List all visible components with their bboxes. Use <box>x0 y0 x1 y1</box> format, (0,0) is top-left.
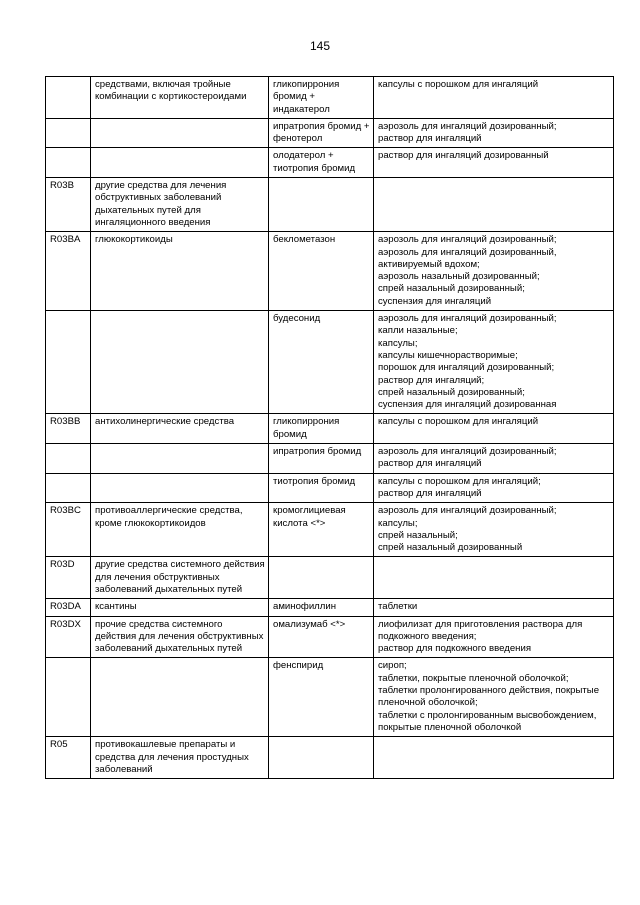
pharmacological-group-cell <box>91 444 269 474</box>
pharmacological-group-cell: другие средства для лечения обструктивных заболеваний дыхательных путей для ингаляционного введения <box>91 178 269 232</box>
dosage-form-cell: аэрозоль для ингаляций дозированный; раствор для ингаляций <box>374 444 614 474</box>
drug-name-cell: фенспирид <box>269 658 374 737</box>
atc-code-cell <box>46 148 91 178</box>
drug-name-cell: омализумаб <*> <box>269 616 374 658</box>
table-row <box>46 616 614 658</box>
table-row <box>46 414 614 444</box>
atc-code-cell <box>46 77 91 119</box>
pharmacological-group-cell <box>91 658 269 737</box>
dosage-form-cell: капсулы с порошком для ингаляций <box>374 77 614 119</box>
pharmacological-group-cell: противоаллергические средства, кроме глюкокортикоидов <box>91 503 269 557</box>
drug-name-cell <box>269 178 374 232</box>
pharmacological-group-cell: антихолинергические средства <box>91 414 269 444</box>
pharmacological-group-cell: другие средства системного действия для лечения обструктивных заболеваний дыхательных путей <box>91 557 269 599</box>
drug-name-cell: аминофиллин <box>269 599 374 616</box>
dosage-form-cell: аэрозоль для ингаляций дозированный; раствор для ингаляций <box>374 118 614 148</box>
table-row <box>46 599 614 616</box>
dosage-form-cell <box>374 737 614 779</box>
pharmacological-group-cell <box>91 311 269 414</box>
atc-code-cell: R03DA <box>46 599 91 616</box>
table-row <box>46 444 614 474</box>
pharmacological-group-cell: глюкокортикоиды <box>91 232 269 311</box>
dosage-form-cell: лиофилизат для приготовления раствора для подкожного введения; раствор для подкожного введения <box>374 616 614 658</box>
atc-code-cell: R05 <box>46 737 91 779</box>
dosage-form-cell: аэрозоль для ингаляций дозированный; аэрозоль для ингаляций дозированный, активируемый вдохом; аэрозоль назальный дозированный; спрей назальный дозированный; суспензия для ингаляций <box>374 232 614 311</box>
atc-code-cell <box>46 658 91 737</box>
table-row <box>46 311 614 414</box>
drug-name-cell: ипратропия бромид <box>269 444 374 474</box>
dosage-form-cell: капсулы с порошком для ингаляций; раствор для ингаляций <box>374 473 614 503</box>
pharmacological-group-cell <box>91 148 269 178</box>
drug-name-cell: гликопиррония бромид <box>269 414 374 444</box>
dosage-form-cell: аэрозоль для ингаляций дозированный; капли назальные; капсулы; капсулы кишечнорастворимые; порошок для ингаляций дозированный; раствор для ингаляций; спрей назальный дозированный; суспензия для ингаляций дозированная <box>374 311 614 414</box>
dosage-form-cell <box>374 178 614 232</box>
table-row <box>46 232 614 311</box>
atc-code-cell: R03DX <box>46 616 91 658</box>
drug-name-cell <box>269 557 374 599</box>
atc-code-cell: R03BA <box>46 232 91 311</box>
pharmacological-group-cell <box>91 473 269 503</box>
dosage-form-cell: раствор для ингаляций дозированный <box>374 148 614 178</box>
atc-code-cell <box>46 311 91 414</box>
table-row <box>46 557 614 599</box>
atc-code-cell: R03BC <box>46 503 91 557</box>
table-row <box>46 503 614 557</box>
drug-name-cell: беклометазон <box>269 232 374 311</box>
table-row <box>46 118 614 148</box>
drug-name-cell: тиотропия бромид <box>269 473 374 503</box>
atc-code-cell <box>46 118 91 148</box>
dosage-form-cell: аэрозоль для ингаляций дозированный; капсулы; спрей назальный; спрей назальный дозированный <box>374 503 614 557</box>
atc-code-cell <box>46 444 91 474</box>
drug-classification-table <box>45 76 614 779</box>
drug-name-cell: будесонид <box>269 311 374 414</box>
page-number: 145 <box>309 39 331 53</box>
atc-code-cell: R03BB <box>46 414 91 444</box>
dosage-form-cell: капсулы с порошком для ингаляций <box>374 414 614 444</box>
pharmacological-group-cell: противокашлевые препараты и средства для лечения простудных заболеваний <box>91 737 269 779</box>
pharmacological-group-cell: средствами, включая тройные комбинации с кортикостероидами <box>91 77 269 119</box>
drug-name-cell: гликопиррония бромид + индакатерол <box>269 77 374 119</box>
pharmacological-group-cell: ксантины <box>91 599 269 616</box>
table-row <box>46 737 614 779</box>
table-row <box>46 148 614 178</box>
drug-name-cell: кромоглициевая кислота <*> <box>269 503 374 557</box>
pharmacological-group-cell <box>91 118 269 148</box>
dosage-form-cell <box>374 557 614 599</box>
drug-name-cell <box>269 737 374 779</box>
drug-name-cell: олодатерол + тиотропия бромид <box>269 148 374 178</box>
drug-name-cell: ипратропия бромид + фенотерол <box>269 118 374 148</box>
atc-code-cell: R03D <box>46 557 91 599</box>
atc-code-cell: R03B <box>46 178 91 232</box>
table-row <box>46 77 614 119</box>
table-row <box>46 473 614 503</box>
pharmacological-group-cell: прочие средства системного действия для лечения обструктивных заболеваний дыхательных путей <box>91 616 269 658</box>
table-row <box>46 658 614 737</box>
atc-code-cell <box>46 473 91 503</box>
dosage-form-cell: таблетки <box>374 599 614 616</box>
dosage-form-cell: сироп; таблетки, покрытые пленочной оболочкой; таблетки пролонгированного действия, покрытые пленочной оболочкой; таблетки с пролонгированным высвобождением, покрытые пленочной оболочкой <box>374 658 614 737</box>
table-row <box>46 178 614 232</box>
